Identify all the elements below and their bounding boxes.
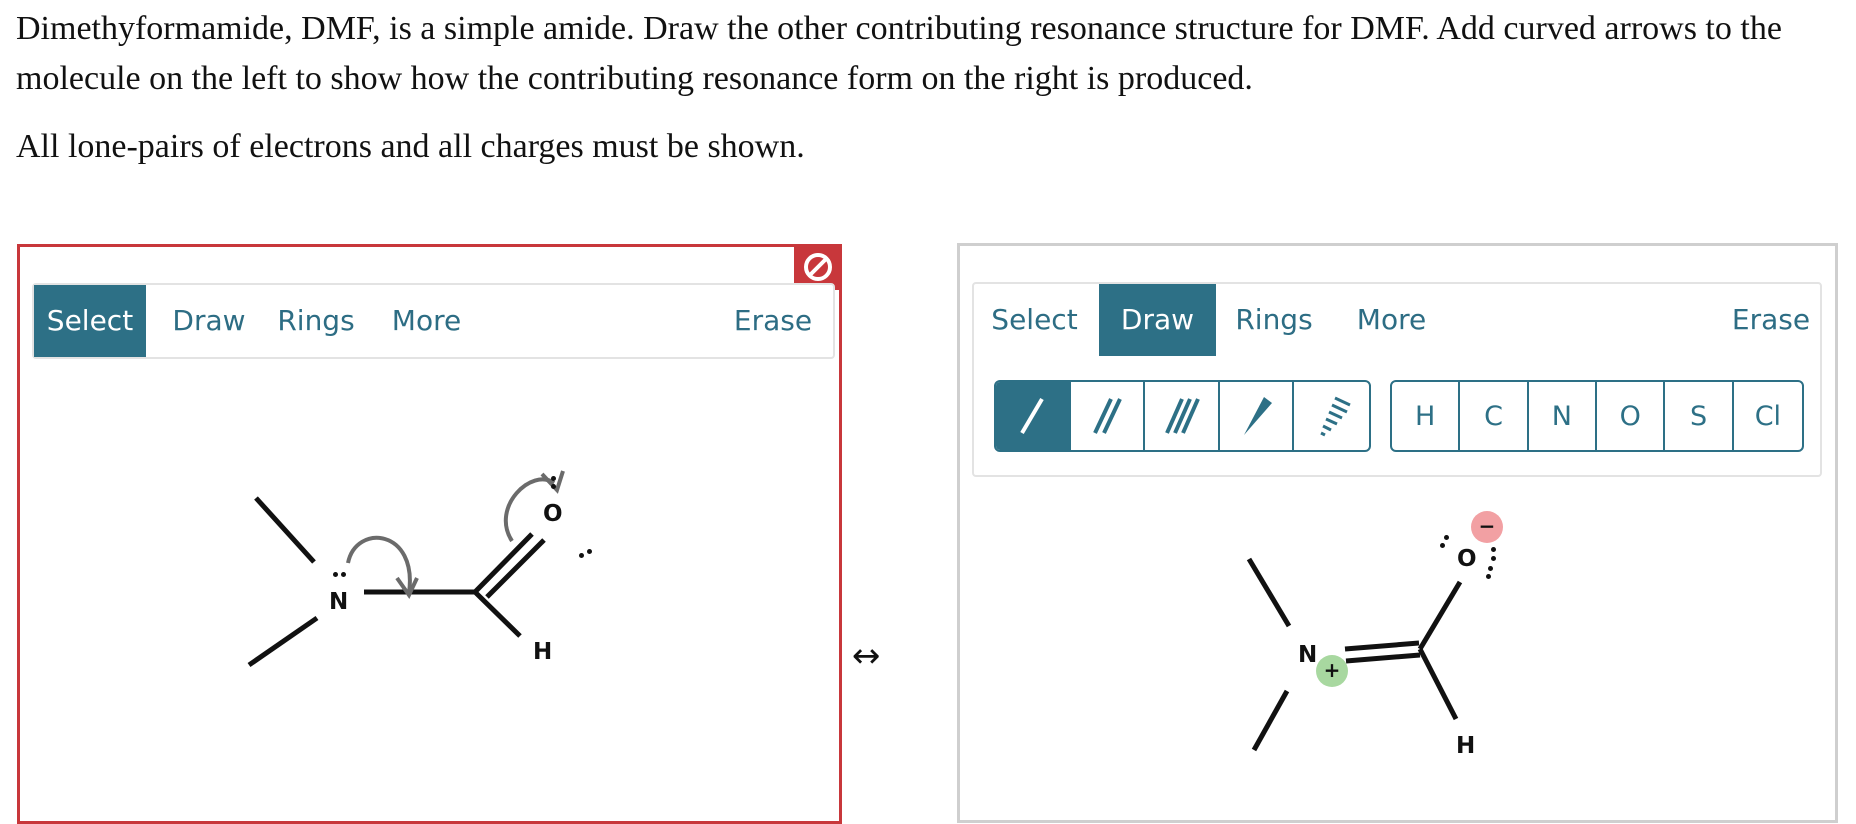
element-cl-button[interactable]: Cl bbox=[1754, 400, 1782, 432]
lone-pair-electron bbox=[579, 553, 584, 558]
curved-arrow-pi-bond bbox=[506, 479, 554, 541]
lone-pair-electron bbox=[1491, 556, 1496, 561]
wedge-bond-icon bbox=[1236, 393, 1276, 439]
n-c-double-bond-a bbox=[1345, 643, 1419, 649]
lone-pair-electron bbox=[551, 484, 556, 489]
tab-select[interactable]: Select bbox=[34, 285, 146, 357]
positive-charge-badge: + bbox=[1316, 655, 1348, 687]
c-o-bond bbox=[1420, 582, 1460, 649]
negative-charge-badge: − bbox=[1471, 511, 1503, 543]
triple-bond-icon bbox=[1162, 393, 1202, 439]
tab-rings[interactable]: Rings bbox=[1235, 303, 1313, 336]
methyl-bond-upper bbox=[256, 498, 314, 562]
lone-pair-electron bbox=[587, 549, 592, 554]
erase-button[interactable]: Erase bbox=[1731, 303, 1811, 336]
nitrogen-atom[interactable]: N bbox=[1298, 642, 1318, 668]
curved-arrow-pi-bond-head bbox=[542, 471, 563, 490]
wedge-bond-tool[interactable] bbox=[1220, 382, 1295, 450]
c-h-bond bbox=[1420, 649, 1456, 719]
element-n-button[interactable]: N bbox=[1529, 382, 1597, 450]
tab-rings[interactable]: Rings bbox=[277, 304, 355, 337]
single-bond-tool[interactable] bbox=[996, 382, 1071, 450]
tab-more[interactable]: More bbox=[1356, 303, 1427, 336]
resonance-arrow: ↔ bbox=[852, 636, 881, 676]
lone-pair-electron bbox=[551, 476, 556, 481]
lone-pair-electron bbox=[1491, 547, 1496, 552]
right-molecule-editor[interactable] bbox=[957, 243, 1838, 823]
element-tools bbox=[1390, 380, 1804, 452]
left-molecule-editor[interactable] bbox=[17, 244, 842, 824]
lone-pair-electron bbox=[1444, 535, 1449, 540]
c-h-bond bbox=[475, 592, 520, 636]
double-bond-tool[interactable] bbox=[1071, 382, 1146, 450]
tab-select[interactable]: Select bbox=[991, 303, 1078, 336]
triple-bond-tool[interactable] bbox=[1145, 382, 1220, 450]
oxygen-atom[interactable]: O bbox=[1457, 546, 1477, 572]
element-o-button[interactable]: O bbox=[1597, 382, 1665, 450]
element-c-button[interactable]: C bbox=[1460, 382, 1528, 450]
curved-arrow-lone-pair bbox=[348, 538, 410, 593]
curved-arrow-lone-pair-head bbox=[397, 578, 417, 595]
c-o-double-bond-a bbox=[475, 534, 532, 592]
tab-more[interactable]: More bbox=[391, 304, 462, 337]
double-bond-icon bbox=[1087, 393, 1127, 439]
hydrogen-atom[interactable]: H bbox=[1456, 733, 1476, 759]
single-bond-icon bbox=[1012, 393, 1052, 439]
lone-pair-electron bbox=[1488, 566, 1493, 571]
methyl-bond-lower bbox=[249, 618, 317, 665]
lone-pair-electron bbox=[1440, 543, 1445, 548]
tab-draw[interactable]: Draw bbox=[1099, 284, 1216, 356]
lone-pair-electron bbox=[341, 572, 346, 577]
methyl-bond-lower bbox=[1254, 691, 1287, 750]
bond-tools bbox=[994, 380, 1371, 452]
element-h-button[interactable]: H bbox=[1392, 382, 1460, 450]
hash-bond-tool[interactable] bbox=[1294, 382, 1369, 450]
tab-draw[interactable]: Draw bbox=[172, 304, 246, 337]
methyl-bond-upper bbox=[1249, 559, 1289, 626]
lone-pair-electron bbox=[1486, 574, 1491, 579]
nitrogen-atom[interactable]: N bbox=[329, 589, 349, 615]
question-text: Dimethyformamide, DMF, is a simple amide. Draw the other contributing resonance structure for DMF. Add curved arrows to the molecule on the left to show how the contributing resonance form on the right is produced. bbox=[16, 10, 1782, 97]
lone-pair-electron bbox=[333, 572, 338, 577]
hydrogen-atom[interactable]: H bbox=[533, 639, 553, 665]
question-instruction: All lone-pairs of electrons and all charges must be shown. bbox=[16, 128, 805, 165]
right-toolbar bbox=[972, 282, 1822, 477]
left-toolbar bbox=[32, 283, 835, 359]
element-s-button[interactable]: S bbox=[1665, 382, 1733, 450]
c-o-double-bond-b bbox=[487, 540, 544, 597]
hash-bond-icon bbox=[1312, 393, 1352, 439]
erase-button[interactable]: Erase bbox=[733, 304, 813, 337]
oxygen-atom[interactable]: O bbox=[543, 501, 563, 527]
n-c-double-bond-b bbox=[1346, 655, 1420, 661]
